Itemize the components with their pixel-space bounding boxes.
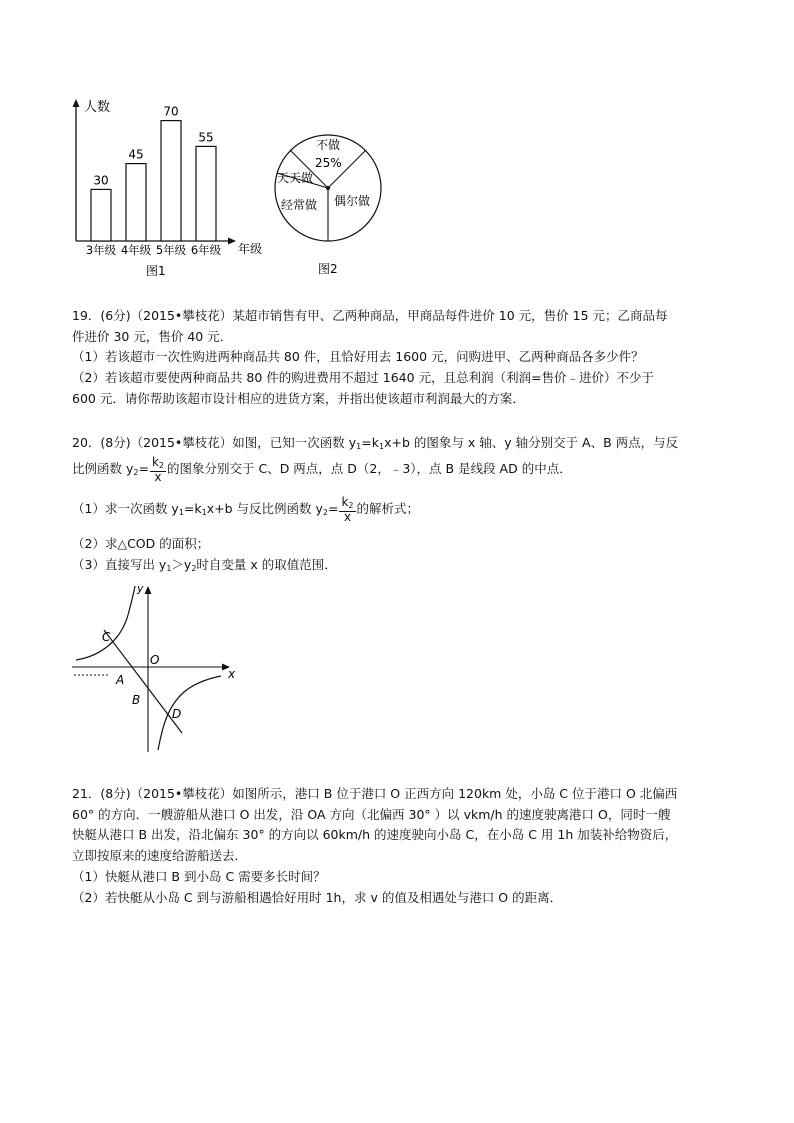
q20-line2: 比例函数 $y_2=$ $\frac{k2}{x}$ 的图象分别交于 C、D 两点，点 D（2，﹣3），点 B 是线段 AD 的中点． bbox=[72, 454, 572, 484]
fraction-k2-over-x: $\frac{k2}{x}$ bbox=[151, 454, 164, 484]
fraction-k2-over-x-2: $\frac{k2}{x}$ bbox=[341, 494, 354, 524]
bar-value-label-4: 55 bbox=[198, 130, 214, 145]
bar-category-label-2: 4年级 bbox=[120, 243, 152, 257]
q21-line3: 快艇从港口 B 出发，沿北偏东 30° 的方向以 60km/h 的速度驶向小岛 C，在小岛 C 用 1h 加装补给物资后， bbox=[72, 827, 678, 842]
q21-part1: （1）快艇从港口 B 到小岛 C 需要多长时间？ bbox=[72, 869, 326, 884]
bar-value-label-2: 45 bbox=[128, 147, 144, 162]
q21-line2: 60° 的方向．一艘游船从港口 O 出发，沿 OA 方向（北偏西 30° ）以 vkm/h 的速度驶离港口 O，同时一艘 bbox=[72, 807, 671, 822]
figure1-caption: 图1 bbox=[146, 264, 166, 278]
bar-category-label-4: 6年级 bbox=[190, 243, 222, 257]
graph-y-arrow bbox=[145, 586, 152, 594]
pie-label-no: 不做 bbox=[316, 138, 341, 152]
graph-label-x: x bbox=[228, 667, 236, 681]
q19-line1: 19．(6分)（2015•攀枝花）某超市销售有甲、乙两种商品，甲商品每件进价 10 元，售价 15 元；乙商品每 bbox=[72, 308, 668, 323]
bar-value-label-1: 30 bbox=[93, 173, 109, 188]
graph-label-A: A bbox=[116, 673, 125, 687]
x-axis-label: 年级 bbox=[238, 242, 263, 256]
function-graph bbox=[66, 580, 246, 755]
q20-part3: （3）直接写出 $y_1>y_2$时自变量 x 的取值范围． bbox=[72, 557, 337, 573]
q21-line1: 21．(8分)（2015•攀枝花）如图所示，港口 B 位于港口 O 正西方向 120km 处，小岛 C 位于港口 O 北偏西 bbox=[72, 786, 678, 801]
q19-line4: （2）若该超市要使两种商品共 80 件的购进费用不超过 1640 元，且总利润（利润=售价﹣进价）不少于 bbox=[72, 370, 655, 385]
pie-center bbox=[326, 186, 330, 190]
graph-label-D: D bbox=[172, 707, 182, 721]
bar-1 bbox=[91, 189, 111, 241]
q20-part1: （1）求一次函数 $y_1=k_1x+b$ 与反比例函数 $y_2=$ $\frac{k2}{x}$ 的解析式； bbox=[72, 494, 420, 524]
graph-label-B: B bbox=[132, 693, 141, 707]
y-axis-arrow bbox=[73, 99, 80, 107]
graph-label-O: O bbox=[150, 653, 160, 667]
graph-label-C: C bbox=[102, 630, 111, 644]
bar-2 bbox=[126, 164, 146, 241]
q19-line3: （1）若该超市一次性购进两种商品共 80 件，且恰好用去 1600 元，问购进甲、乙两种商品各多少件？ bbox=[72, 349, 644, 364]
bar-4 bbox=[196, 146, 216, 241]
bars-group bbox=[86, 105, 222, 257]
bar-value-label-3: 70 bbox=[163, 104, 179, 119]
pie-label-no-pct: 25% bbox=[315, 156, 342, 170]
q19-line5: 600 元．请你帮助该超市设计相应的进货方案，并指出使该超市利润最大的方案． bbox=[72, 391, 525, 406]
graph-label-y: y bbox=[137, 582, 144, 595]
bar-chart bbox=[60, 95, 275, 280]
bar-category-label-1: 3年级 bbox=[85, 243, 117, 257]
y-axis-label: 人数 bbox=[84, 100, 111, 115]
x-axis-arrow bbox=[228, 238, 236, 245]
q21-line4: 立即按原来的速度给游船送去． bbox=[72, 848, 248, 863]
pie-chart bbox=[268, 125, 388, 280]
figure2-caption: 图2 bbox=[318, 262, 338, 276]
q20-part2: （2）求△COD 的面积； bbox=[72, 536, 210, 551]
q20-line1: 20．(8分)（2015•攀枝花）如图，已知一次函数 $y_1=k_1x+b$ 的图象与 x 轴、y 轴分别交于 A、B 两点，与反 bbox=[72, 435, 679, 451]
pie-label-often: 经常做 bbox=[281, 198, 318, 212]
q19-line2: 件进价 30 元，售价 40 元． bbox=[72, 329, 233, 344]
bar-category-label-3: 5年级 bbox=[155, 243, 187, 257]
hyperbola-branch-upper bbox=[76, 586, 135, 660]
pie-label-daily: 天天做 bbox=[277, 171, 314, 185]
bar-3 bbox=[161, 121, 181, 241]
q21-part2: （2）若快艇从小岛 C 到与游船相遇恰好用时 1h，求 v 的值及相遇处与港口 O 的距离． bbox=[72, 890, 563, 905]
pie-label-sometimes: 偶尔做 bbox=[334, 194, 371, 208]
